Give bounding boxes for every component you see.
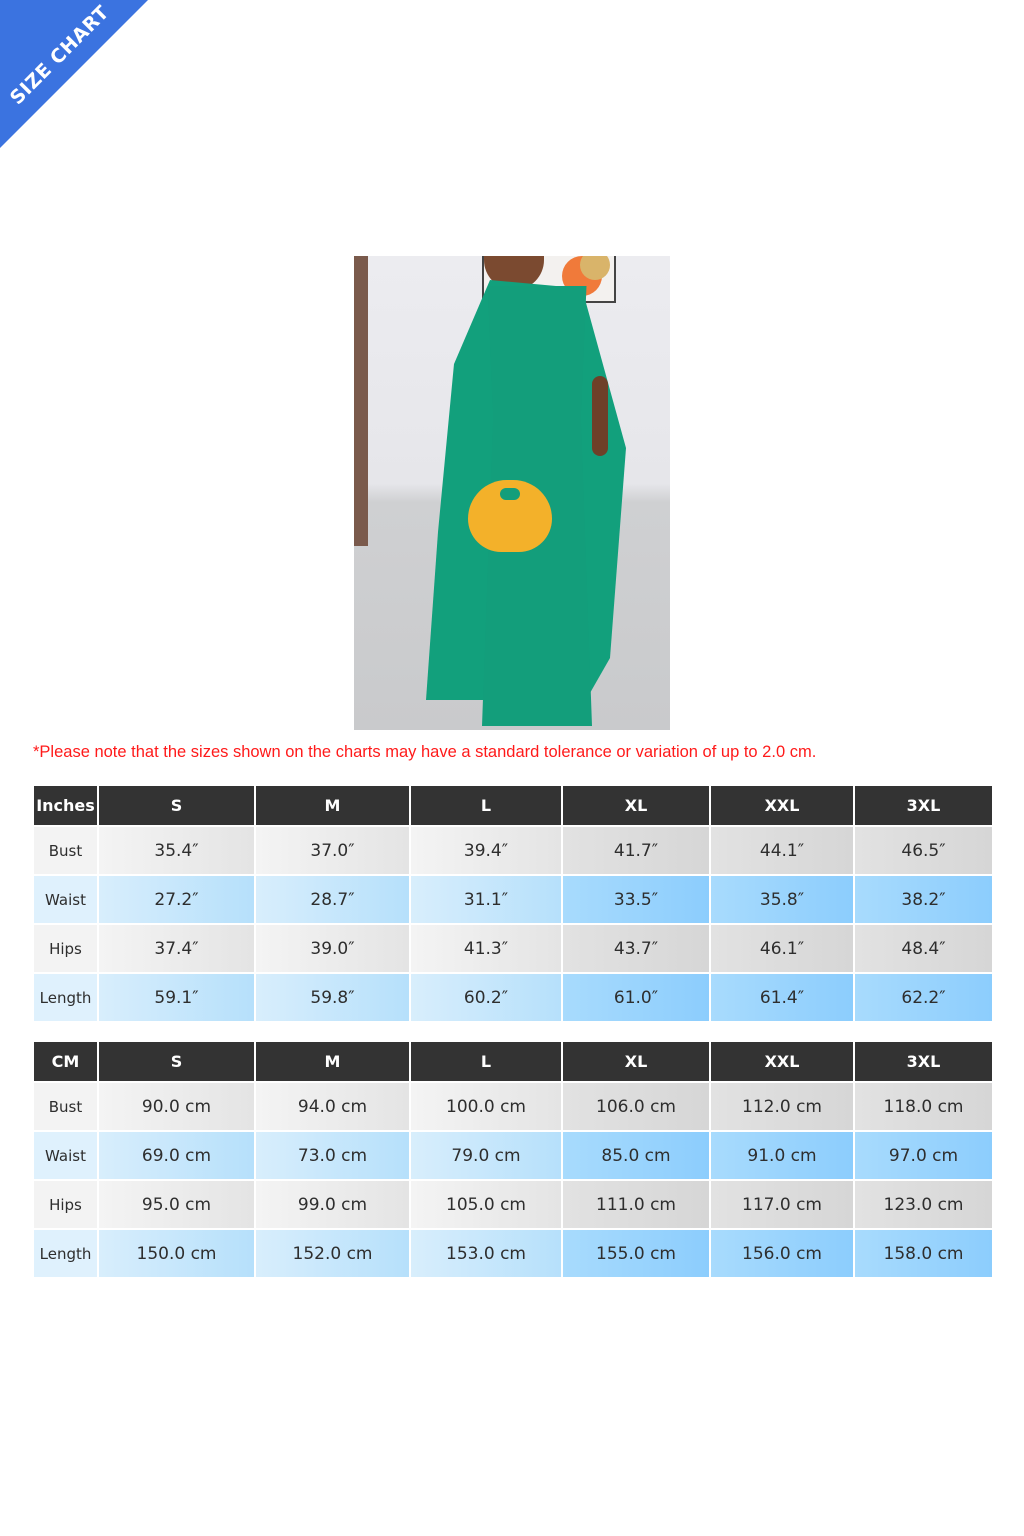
table-row-bust [34,1083,992,1130]
cell: 46.5″ [855,827,992,874]
table-header-row [34,786,992,825]
cell: 62.2″ [855,974,992,1021]
cell: 39.0″ [256,925,409,972]
cell: 73.0 cm [256,1132,409,1179]
cell: 37.4″ [99,925,254,972]
row-label: Bust [34,827,97,874]
size-header-xxl: XXL [711,1042,853,1081]
cell: 95.0 cm [99,1181,254,1228]
table-row-hips [34,925,992,972]
size-chart-ribbon [0,0,148,148]
cell: 99.0 cm [256,1181,409,1228]
cell: 111.0 cm [563,1181,709,1228]
photo-door [354,256,368,546]
size-header-m: M [256,1042,409,1081]
row-label: Waist [34,876,97,923]
cell: 100.0 cm [411,1083,561,1130]
size-header-s: S [99,786,254,825]
cell: 85.0 cm [563,1132,709,1179]
cell: 118.0 cm [855,1083,992,1130]
cell: 156.0 cm [711,1230,853,1277]
size-header-s: S [99,1042,254,1081]
row-label: Hips [34,925,97,972]
cell: 31.1″ [411,876,561,923]
cell: 39.4″ [411,827,561,874]
cell: 59.8″ [256,974,409,1021]
size-header-l: L [411,1042,561,1081]
table-row-length [34,974,992,1021]
row-label: Length [34,974,97,1021]
size-header-m: M [256,786,409,825]
table-header-row [34,1042,992,1081]
cell: 28.7″ [256,876,409,923]
row-label: Hips [34,1181,97,1228]
ribbon-background [0,0,148,148]
size-header-xl: XL [563,786,709,825]
cell: 106.0 cm [563,1083,709,1130]
size-table-cm [32,1040,994,1279]
cell: 123.0 cm [855,1181,992,1228]
size-table-inches [32,784,994,1023]
row-label: Length [34,1230,97,1277]
cell: 33.5″ [563,876,709,923]
cell: 79.0 cm [411,1132,561,1179]
cell: 94.0 cm [256,1083,409,1130]
cell: 46.1″ [711,925,853,972]
photo-handbag-handle [500,488,520,500]
cell: 112.0 cm [711,1083,853,1130]
size-header-xl: XL [563,1042,709,1081]
cell: 90.0 cm [99,1083,254,1130]
cell: 152.0 cm [256,1230,409,1277]
cell: 155.0 cm [563,1230,709,1277]
cell: 35.8″ [711,876,853,923]
size-header-l: L [411,786,561,825]
cell: 150.0 cm [99,1230,254,1277]
row-label: Bust [34,1083,97,1130]
cell: 59.1″ [99,974,254,1021]
unit-header: CM [34,1042,97,1081]
tolerance-note: *Please note that the sizes shown on the charts may have a standard tolerance or variation of up to 2.0 cm. [33,743,817,761]
cell: 48.4″ [855,925,992,972]
cell: 91.0 cm [711,1132,853,1179]
table-row-waist [34,1132,992,1179]
cell: 44.1″ [711,827,853,874]
table-row-waist [34,876,992,923]
cell: 27.2″ [99,876,254,923]
cell: 60.2″ [411,974,561,1021]
cell: 61.0″ [563,974,709,1021]
table-row-hips [34,1181,992,1228]
cell: 38.2″ [855,876,992,923]
cell: 35.4″ [99,827,254,874]
cell: 117.0 cm [711,1181,853,1228]
cell: 105.0 cm [411,1181,561,1228]
cell: 97.0 cm [855,1132,992,1179]
cell: 69.0 cm [99,1132,254,1179]
row-label: Waist [34,1132,97,1179]
cell: 43.7″ [563,925,709,972]
table-row-length [34,1230,992,1277]
cell: 158.0 cm [855,1230,992,1277]
unit-header: Inches [34,786,97,825]
table-row-bust [34,827,992,874]
size-header-3xl: 3XL [855,1042,992,1081]
cell: 41.3″ [411,925,561,972]
cell: 153.0 cm [411,1230,561,1277]
cell: 37.0″ [256,827,409,874]
size-header-3xl: 3XL [855,786,992,825]
size-header-xxl: XXL [711,786,853,825]
product-photo [354,256,670,730]
cell: 41.7″ [563,827,709,874]
ribbon-label: SIZE CHART [5,1,114,110]
photo-arm [592,376,608,456]
cell: 61.4″ [711,974,853,1021]
